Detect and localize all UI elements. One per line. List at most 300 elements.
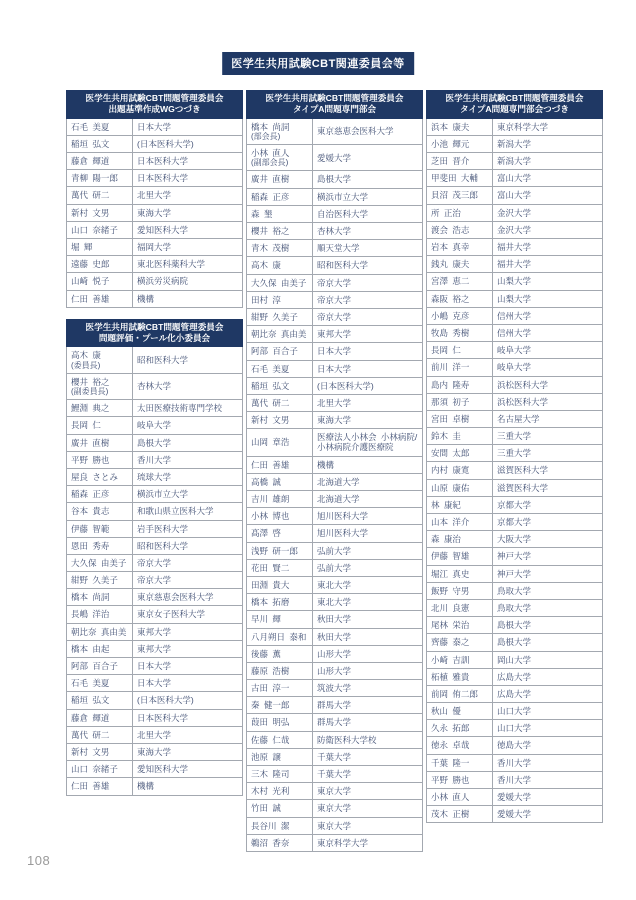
- member-org-cell: 山梨大学: [493, 290, 603, 307]
- table-row: [427, 428, 603, 445]
- member-name: 山本 洋介: [431, 517, 470, 527]
- member-name: 長岡 仁: [431, 345, 461, 356]
- member-name: 山崎 悦子: [71, 276, 110, 287]
- member-name-cell: [67, 153, 133, 170]
- member-org-cell: 弘前大学: [313, 559, 423, 576]
- member-org-cell: 信州大学: [493, 324, 603, 341]
- member-name-cell: [247, 680, 313, 697]
- table-row: [67, 606, 243, 623]
- member-name: 芝田 晋介: [431, 156, 470, 167]
- member-name: 鈴木 圭: [431, 431, 461, 442]
- member-name: 貝沼 茂三郎: [431, 190, 478, 201]
- table-row: [247, 542, 423, 559]
- member-name-cell: [427, 170, 493, 187]
- member-org-cell: 香川大学: [493, 771, 603, 788]
- member-name: 高木 康: [71, 350, 101, 361]
- table-row: [67, 623, 243, 640]
- member-org-cell: 日本大学: [313, 343, 423, 360]
- member-name-cell: [427, 239, 493, 256]
- member-name-cell: [67, 675, 133, 692]
- member-name-cell: [247, 800, 313, 817]
- table-row: [247, 628, 423, 645]
- table-row: [427, 324, 603, 341]
- member-name-cell: [427, 324, 493, 341]
- member-name-cell: [427, 548, 493, 565]
- member-name-cell: [247, 834, 313, 851]
- table-row: [427, 118, 603, 135]
- member-name: 宮澤 恵二: [431, 276, 470, 287]
- member-org-cell: 金沢大学: [493, 221, 603, 238]
- table-row: [247, 145, 423, 171]
- member-org-cell: 自治医科大学: [313, 205, 423, 222]
- member-org-cell: 東京科学大学: [313, 834, 423, 851]
- member-org-cell: 帝京大学: [313, 274, 423, 291]
- table-title: 医学生共用試験CBT問題管理委員会 タイプA問題専門部会つづき: [427, 91, 603, 119]
- member-org-cell: (日本医科大学): [133, 135, 243, 152]
- member-name: 徳永 卓哉: [431, 740, 470, 751]
- member-org-cell: 岐阜大学: [493, 342, 603, 359]
- member-name: 櫻井 裕之: [71, 376, 110, 387]
- member-name: 山口 奈緒子: [71, 764, 118, 775]
- member-name: 渡会 浩志: [431, 224, 470, 235]
- table-title: 医学生共用試験CBT問題管理委員会 出題基準作成WGつづき: [67, 91, 243, 119]
- table-row: [67, 153, 243, 170]
- member-name-cell: [247, 783, 313, 800]
- member-name: 森阪 裕之: [431, 293, 470, 304]
- member-name-cell: [427, 221, 493, 238]
- member-name-cell: [247, 394, 313, 411]
- table-row: [247, 783, 423, 800]
- member-name-cell: [247, 205, 313, 222]
- table-header-row: [427, 91, 603, 119]
- member-org-cell: 東京女子医科大学: [133, 606, 243, 623]
- table-row: [247, 456, 423, 473]
- member-org-cell: 東北医科薬科大学: [133, 256, 243, 273]
- member-role: (副委員長): [71, 387, 109, 396]
- member-name-cell: [247, 377, 313, 394]
- member-name-cell: [427, 599, 493, 616]
- member-name: 田村 淳: [251, 294, 281, 305]
- member-name-cell: [67, 709, 133, 726]
- member-name-cell: [247, 456, 313, 473]
- member-org-cell: 三重大学: [493, 428, 603, 445]
- table-row: [427, 187, 603, 204]
- member-name-cell: [427, 514, 493, 531]
- member-name-cell: [247, 171, 313, 188]
- member-name: 廣井 直樹: [71, 437, 110, 448]
- member-name-cell: [427, 359, 493, 376]
- member-name-cell: [67, 726, 133, 743]
- member-org-cell: 東京慈恵会医科大学: [313, 118, 423, 144]
- member-org-cell: 島根大学: [313, 171, 423, 188]
- member-org-cell: 東北大学: [313, 594, 423, 611]
- member-org-cell: 防衛医科大学校: [313, 731, 423, 748]
- member-org-cell: 福井大学: [493, 256, 603, 273]
- member-org-cell: 信州大学: [493, 307, 603, 324]
- member-name: 橋本 尚詞: [71, 592, 110, 603]
- member-name-cell: [427, 617, 493, 634]
- member-name-cell: [67, 623, 133, 640]
- table-row: [247, 257, 423, 274]
- table-row: [427, 754, 603, 771]
- member-org-cell: 島根大学: [493, 634, 603, 651]
- member-name-cell: [427, 135, 493, 152]
- member-name: 鵜沼 香奈: [251, 837, 290, 848]
- table-header-row: [247, 91, 423, 119]
- member-name-cell: [247, 766, 313, 783]
- member-name: 秦 健一郎: [251, 700, 290, 711]
- member-name: 田淵 貴大: [251, 579, 290, 590]
- member-name: 堀 輝: [71, 242, 93, 252]
- member-org-cell: 名古屋大学: [493, 410, 603, 427]
- member-org-cell: 鳥取大学: [493, 582, 603, 599]
- table-row: [67, 373, 243, 399]
- member-org-cell: 群馬大学: [313, 714, 423, 731]
- member-name: 髙澤 啓: [251, 528, 281, 539]
- table-row: [67, 486, 243, 503]
- table-row: [67, 761, 243, 778]
- table-row: [247, 766, 423, 783]
- member-org-cell: 横浜労災病院: [133, 273, 243, 290]
- member-name: 長嶋 洋治: [71, 609, 110, 620]
- column-middle: [246, 90, 422, 852]
- table-row: [67, 347, 243, 373]
- member-org-cell: 昭和医科大学: [133, 537, 243, 554]
- member-name-cell: [247, 274, 313, 291]
- member-name-cell: [427, 428, 493, 445]
- table-row: [247, 171, 423, 188]
- member-org-cell: 昭和医科大学: [313, 257, 423, 274]
- table-row: [67, 434, 243, 451]
- member-org-cell: 東京大学: [313, 800, 423, 817]
- member-org-cell: 筑波大学: [313, 680, 423, 697]
- member-name: 久永 拓郎: [431, 723, 470, 734]
- member-name: 石毛 美夏: [251, 363, 290, 374]
- member-name: 櫻井 裕之: [251, 226, 290, 236]
- table-row: [247, 326, 423, 343]
- member-name: 青木 茂樹: [251, 243, 290, 254]
- member-name-cell: [247, 645, 313, 662]
- member-name-cell: [427, 342, 493, 359]
- member-name: 遠藤 史郎: [71, 259, 110, 270]
- member-name: 藤原 浩樹: [251, 665, 290, 676]
- member-name-cell: [67, 187, 133, 204]
- member-name-cell: [67, 761, 133, 778]
- table-row: [427, 548, 603, 565]
- member-name-cell: [67, 170, 133, 187]
- member-org-cell: 東北大学: [313, 576, 423, 593]
- member-org-cell: 琉球大学: [133, 468, 243, 485]
- member-org-cell: 京都大学: [493, 496, 603, 513]
- table-row: [67, 290, 243, 307]
- table-row: [67, 503, 243, 520]
- member-org-cell: (日本医科大学): [133, 692, 243, 709]
- member-name: 稲垣 弘文: [251, 380, 290, 391]
- member-name-cell: [247, 429, 313, 456]
- member-name-cell: [67, 743, 133, 760]
- table-row: [427, 307, 603, 324]
- member-name: 浜本 康夫: [431, 121, 470, 132]
- member-org-cell: 横浜市立大学: [133, 486, 243, 503]
- table-row: [427, 806, 603, 823]
- member-org-cell: 愛媛大学: [313, 145, 423, 171]
- member-org-cell: 福井大学: [493, 239, 603, 256]
- member-org-cell: 滋賀医科大学: [493, 479, 603, 496]
- member-name-cell: [247, 291, 313, 308]
- member-org-cell: 香川大学: [133, 451, 243, 468]
- member-name: 山口 奈緒子: [71, 224, 118, 235]
- member-name: 朝比奈 真由美: [71, 626, 127, 637]
- table-row: [427, 342, 603, 359]
- table-row: [67, 572, 243, 589]
- member-name: 平野 勝也: [71, 454, 110, 465]
- member-name: 北川 良憲: [431, 602, 470, 613]
- table-row: [427, 170, 603, 187]
- member-org-cell: 愛知医科大学: [133, 221, 243, 238]
- member-name: 高木 康: [251, 260, 281, 271]
- member-name-cell: [247, 714, 313, 731]
- member-org-cell: 帝京大学: [313, 308, 423, 325]
- member-name: 仁田 善雄: [71, 781, 110, 792]
- table-header-row: [67, 319, 243, 347]
- member-org-cell: 東京科学大学: [493, 118, 603, 135]
- table-header-row: [67, 91, 243, 119]
- table-row: [247, 343, 423, 360]
- table-row: [247, 291, 423, 308]
- member-name-cell: [247, 491, 313, 508]
- member-org-cell: 弘前大学: [313, 542, 423, 559]
- member-org-cell: 島根大学: [493, 617, 603, 634]
- table-title: 医学生共用試験CBT問題管理委員会 タイプA問題専門部会: [247, 91, 423, 119]
- page-number: 108: [27, 853, 51, 868]
- member-name-cell: [247, 817, 313, 834]
- member-name: 高橋 誠: [251, 476, 281, 487]
- member-org-cell: 愛知医科大学: [133, 761, 243, 778]
- member-name-cell: [247, 145, 313, 171]
- table-row: [247, 611, 423, 628]
- member-name: 稲垣 弘文: [71, 138, 110, 149]
- member-name-cell: [67, 417, 133, 434]
- member-name: 新村 文男: [71, 746, 110, 757]
- table-row: [427, 256, 603, 273]
- member-name-cell: [67, 290, 133, 307]
- member-name-cell: [427, 668, 493, 685]
- member-name-cell: [247, 257, 313, 274]
- member-name-cell: [67, 434, 133, 451]
- table-row: [67, 520, 243, 537]
- member-name: 柘植 雅貴: [431, 671, 470, 682]
- member-name: 青柳 陽一郎: [71, 173, 118, 184]
- member-org-cell: 横浜市立大学: [313, 188, 423, 205]
- table-row: [67, 135, 243, 152]
- table-row: [427, 376, 603, 393]
- member-role: (部会長): [251, 131, 281, 141]
- member-name: 前岡 侑二郎: [431, 688, 478, 699]
- member-name: 萬代 研二: [71, 190, 110, 201]
- member-org-cell: 山口大学: [493, 703, 603, 720]
- table-row: [427, 514, 603, 531]
- table-row: [67, 417, 243, 434]
- member-name-cell: [427, 273, 493, 290]
- member-name: 伊藤 智範: [71, 523, 110, 534]
- table-row: [247, 188, 423, 205]
- table-row: [247, 508, 423, 525]
- table-row: [427, 273, 603, 290]
- member-org-cell: 徳島大学: [493, 737, 603, 754]
- table-row: [247, 429, 423, 456]
- table-mondai-hyoka-pool-shoiinkai: [66, 319, 243, 796]
- member-name-cell: [67, 451, 133, 468]
- table-row: [247, 576, 423, 593]
- member-name-cell: [67, 135, 133, 152]
- member-name-cell: [247, 731, 313, 748]
- member-org-cell: 北里大学: [133, 187, 243, 204]
- table-row: [247, 274, 423, 291]
- member-org-cell: 東海大学: [313, 412, 423, 429]
- table-row: [427, 737, 603, 754]
- member-name: 牧島 秀樹: [431, 327, 470, 338]
- table-row: [427, 221, 603, 238]
- member-name: 稲垣 弘文: [71, 695, 110, 706]
- member-org-cell: 帝京大学: [133, 554, 243, 571]
- member-name: 古田 淳一: [251, 683, 290, 694]
- table-row: [67, 204, 243, 221]
- member-name: 橋本 拓磨: [251, 597, 290, 608]
- member-org-cell: 広島大学: [493, 685, 603, 702]
- member-org-cell: 日本大学: [133, 658, 243, 675]
- member-org-cell: 北里大学: [133, 726, 243, 743]
- table-row: [427, 531, 603, 548]
- table-type-a-senmon-bukai-tsuzuki: [426, 90, 603, 823]
- member-name: 石毛 美夏: [71, 678, 110, 689]
- member-name: 長谷川 潔: [251, 820, 290, 831]
- member-org-cell: (日本医科大学): [313, 377, 423, 394]
- member-name-cell: [247, 748, 313, 765]
- member-name-cell: [247, 542, 313, 559]
- member-org-cell: 愛媛大学: [493, 806, 603, 823]
- member-name-cell: [427, 256, 493, 273]
- member-name: 伊藤 智雄: [431, 551, 470, 562]
- member-org-cell: 太田医療技術専門学校: [133, 400, 243, 417]
- member-name: 小池 輝元: [431, 138, 470, 149]
- table-row: [247, 645, 423, 662]
- member-org-cell: 杏林大学: [313, 223, 423, 240]
- table-row: [247, 834, 423, 851]
- member-name: 前川 洋一: [431, 362, 470, 373]
- table-row: [247, 662, 423, 679]
- member-name-cell: [427, 771, 493, 788]
- member-name-cell: [67, 400, 133, 417]
- member-name: 藤倉 輝道: [71, 156, 110, 167]
- member-org-cell: 秋田大学: [313, 611, 423, 628]
- member-name: 尾林 栄治: [431, 620, 470, 631]
- member-name-cell: [247, 412, 313, 429]
- member-org-cell: 東京大学: [313, 817, 423, 834]
- member-org-cell: 浜松医科大学: [493, 376, 603, 393]
- table-row: [427, 617, 603, 634]
- table-row: [427, 582, 603, 599]
- member-name: 林 康紀: [431, 499, 461, 510]
- table-row: [427, 445, 603, 462]
- member-name: 紺野 久美子: [251, 311, 298, 322]
- table-row: [427, 685, 603, 702]
- table-row: [427, 651, 603, 668]
- member-name-cell: [427, 789, 493, 806]
- member-name-cell: [67, 658, 133, 675]
- table-row: [427, 720, 603, 737]
- member-name-cell: [67, 606, 133, 623]
- member-name-cell: [427, 376, 493, 393]
- table-row: [67, 221, 243, 238]
- member-name: 茂木 正樹: [431, 809, 470, 820]
- member-org-cell: 山梨大学: [493, 273, 603, 290]
- member-org-cell: 東海大学: [133, 204, 243, 221]
- table-row: [67, 537, 243, 554]
- member-name: 小嶋 克彦: [431, 310, 470, 321]
- member-name-cell: [67, 486, 133, 503]
- table-row: [67, 726, 243, 743]
- member-name-cell: [247, 326, 313, 343]
- table-gap: [66, 308, 242, 319]
- table-row: [67, 118, 243, 135]
- member-org-cell: 北海道大学: [313, 473, 423, 490]
- table-row: [67, 709, 243, 726]
- member-role: (副部会長): [251, 158, 289, 168]
- member-org-cell: 福岡大学: [133, 239, 243, 256]
- member-name-cell: [67, 520, 133, 537]
- member-name: 後藤 薫: [251, 648, 281, 659]
- member-org-cell: 旭川医科大学: [313, 508, 423, 525]
- table-row: [247, 473, 423, 490]
- member-name: 谷本 貴志: [71, 506, 110, 517]
- member-name-cell: [67, 468, 133, 485]
- member-name-cell: [427, 410, 493, 427]
- member-name-cell: [427, 634, 493, 651]
- member-org-cell: 滋賀医科大学: [493, 462, 603, 479]
- member-name-cell: [67, 554, 133, 571]
- table-row: [427, 239, 603, 256]
- member-name: 阿部 百合子: [71, 661, 118, 671]
- table-row: [247, 205, 423, 222]
- member-name-cell: [67, 347, 133, 373]
- table-row: [247, 360, 423, 377]
- member-name-cell: [427, 307, 493, 324]
- table-row: [247, 731, 423, 748]
- member-org-cell: 日本医科大学: [133, 153, 243, 170]
- member-name: 橋本 尚詞: [251, 121, 290, 132]
- member-name-cell: [427, 445, 493, 462]
- page-title: 医学生共用試験CBT関連委員会等: [222, 52, 414, 75]
- member-org-cell: 岐阜大学: [133, 417, 243, 434]
- member-name-cell: [67, 572, 133, 589]
- member-org-cell: 岐阜大学: [493, 359, 603, 376]
- table-row: [67, 400, 243, 417]
- member-org-cell: 群馬大学: [313, 697, 423, 714]
- member-name: 萬代 研二: [71, 729, 110, 740]
- member-name-cell: [247, 508, 313, 525]
- member-name-cell: [427, 462, 493, 479]
- table-row: [247, 697, 423, 714]
- member-name-cell: [427, 703, 493, 720]
- member-org-cell: 愛媛大学: [493, 789, 603, 806]
- member-name-cell: [427, 118, 493, 135]
- member-org-cell: 山形大学: [313, 645, 423, 662]
- table-type-a-senmon-bukai: [246, 90, 423, 852]
- member-name-cell: [247, 576, 313, 593]
- member-name-cell: [427, 496, 493, 513]
- member-name-cell: [427, 204, 493, 221]
- member-name-cell: [427, 754, 493, 771]
